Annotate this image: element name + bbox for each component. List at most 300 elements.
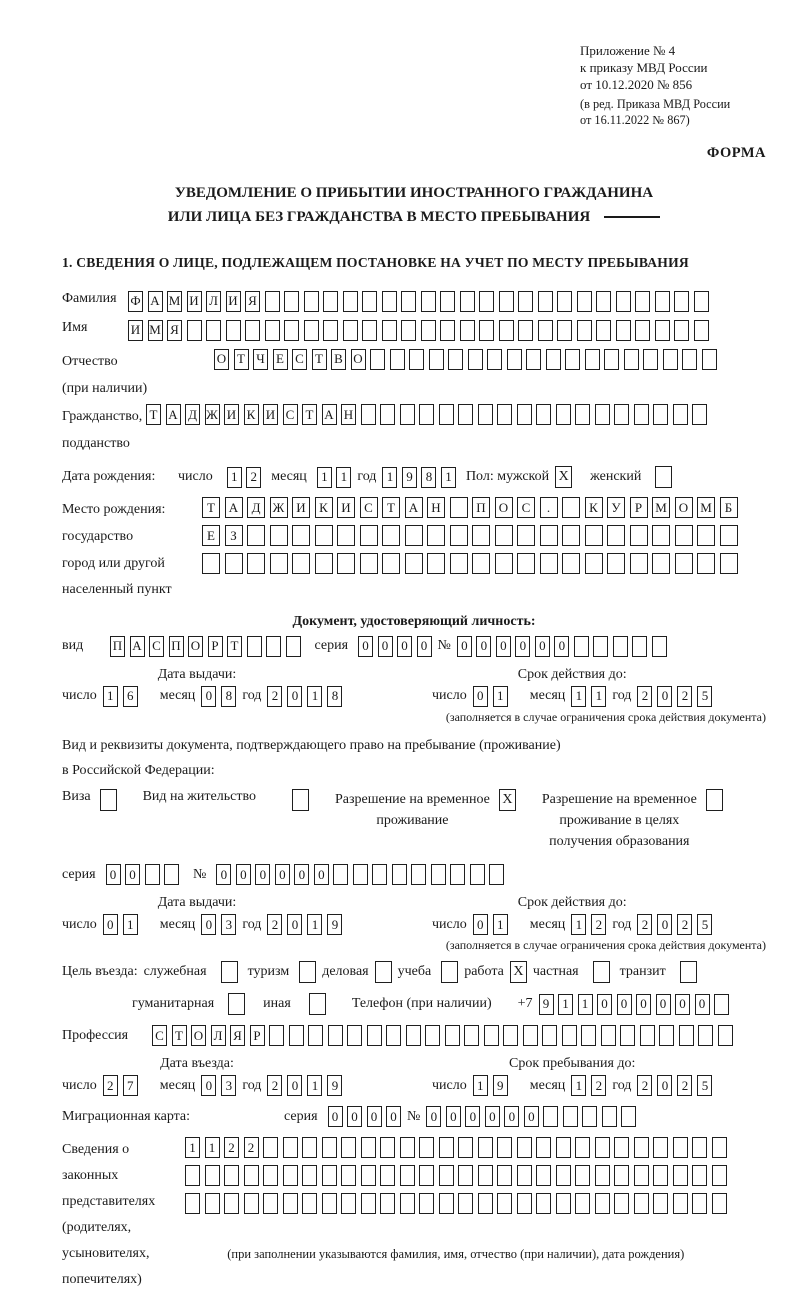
char-cell[interactable] [659,1025,674,1046]
char-cell[interactable]: 0 [347,1106,362,1127]
char-cell[interactable] [607,525,625,546]
char-cell[interactable] [595,1137,610,1158]
char-cell[interactable] [632,636,647,657]
char-cell[interactable] [697,553,715,574]
char-cell[interactable]: А [405,497,423,518]
char-cell[interactable]: 2 [637,686,652,707]
char-cell[interactable] [224,1193,239,1214]
char-cell[interactable] [292,525,310,546]
char-cell[interactable] [429,349,444,370]
char-cell[interactable] [585,553,603,574]
char-cell[interactable] [450,864,465,885]
char-cell[interactable]: 0 [426,1106,441,1127]
char-cell[interactable] [679,1025,694,1046]
char-cell[interactable] [390,349,405,370]
char-cell[interactable]: Р [250,1025,265,1046]
char-cell[interactable] [341,1165,356,1186]
visa-checkbox[interactable] [100,789,117,811]
char-cell[interactable]: 2 [637,914,652,935]
char-cell[interactable]: 2 [637,1075,652,1096]
purpose-transit-checkbox[interactable] [680,961,697,983]
char-cell[interactable] [333,864,348,885]
char-cell[interactable] [562,1025,577,1046]
char-cell[interactable] [538,291,553,312]
char-cell[interactable] [270,525,288,546]
char-cell[interactable] [616,320,631,341]
char-cell[interactable]: Я [230,1025,245,1046]
char-cell[interactable] [419,1137,434,1158]
char-cell[interactable] [361,404,376,425]
char-cell[interactable]: О [675,497,693,518]
char-cell[interactable] [652,553,670,574]
char-cell[interactable] [635,291,650,312]
char-cell[interactable] [427,553,445,574]
char-cell[interactable] [265,320,280,341]
char-cell[interactable]: 0 [473,914,488,935]
char-cell[interactable] [694,291,709,312]
char-cell[interactable]: А [130,636,145,657]
char-cell[interactable]: 0 [656,994,671,1015]
char-cell[interactable] [283,1165,298,1186]
char-cell[interactable]: 1 [493,686,508,707]
char-cell[interactable] [145,864,160,885]
char-cell[interactable] [247,636,262,657]
char-cell[interactable]: 0 [287,1075,302,1096]
char-cell[interactable] [370,349,385,370]
char-cell[interactable] [577,320,592,341]
char-cell[interactable] [565,349,580,370]
char-cell[interactable] [205,1193,220,1214]
char-cell[interactable] [634,1193,649,1214]
char-cell[interactable] [247,525,265,546]
char-cell[interactable]: О [351,349,366,370]
char-cell[interactable]: 0 [446,1106,461,1127]
char-cell[interactable] [343,291,358,312]
char-cell[interactable]: 5 [697,914,712,935]
char-cell[interactable]: 0 [496,636,511,657]
char-cell[interactable] [697,525,715,546]
char-cell[interactable] [556,1165,571,1186]
char-cell[interactable]: И [224,404,239,425]
char-cell[interactable] [322,1193,337,1214]
char-cell[interactable] [265,291,280,312]
char-cell[interactable] [575,1193,590,1214]
char-cell[interactable]: Р [630,497,648,518]
char-cell[interactable]: 0 [106,864,121,885]
char-cell[interactable]: 0 [617,994,632,1015]
char-cell[interactable] [247,553,265,574]
char-cell[interactable] [440,320,455,341]
sex-female-checkbox[interactable] [655,466,672,488]
char-cell[interactable]: К [585,497,603,518]
char-cell[interactable]: 9 [539,994,554,1015]
char-cell[interactable] [421,291,436,312]
char-cell[interactable] [362,291,377,312]
char-cell[interactable] [536,1193,551,1214]
char-cell[interactable] [322,1165,337,1186]
char-cell[interactable] [361,1165,376,1186]
char-cell[interactable]: 8 [221,686,236,707]
char-cell[interactable] [382,553,400,574]
char-cell[interactable] [315,553,333,574]
char-cell[interactable] [653,404,668,425]
char-cell[interactable] [495,525,513,546]
char-cell[interactable] [431,864,446,885]
char-cell[interactable] [634,1165,649,1186]
char-cell[interactable]: О [188,636,203,657]
char-cell[interactable]: Я [167,320,182,341]
char-cell[interactable]: С [517,497,535,518]
char-cell[interactable]: Ф [128,291,143,312]
char-cell[interactable] [419,404,434,425]
char-cell[interactable]: 0 [695,994,710,1015]
char-cell[interactable]: К [244,404,259,425]
char-cell[interactable] [328,1025,343,1046]
char-cell[interactable] [517,1165,532,1186]
char-cell[interactable]: 0 [504,1106,519,1127]
char-cell[interactable]: Т [172,1025,187,1046]
char-cell[interactable]: 0 [397,636,412,657]
char-cell[interactable] [315,525,333,546]
char-cell[interactable] [460,291,475,312]
char-cell[interactable]: У [607,497,625,518]
char-cell[interactable] [595,1165,610,1186]
char-cell[interactable] [540,553,558,574]
char-cell[interactable] [543,1106,558,1127]
purpose-private-checkbox[interactable] [593,961,610,983]
residence-permit-checkbox[interactable] [292,789,309,811]
char-cell[interactable] [439,1137,454,1158]
char-cell[interactable] [458,404,473,425]
char-cell[interactable] [536,1165,551,1186]
char-cell[interactable] [164,864,179,885]
char-cell[interactable] [614,1165,629,1186]
char-cell[interactable]: Т [234,349,249,370]
char-cell[interactable] [382,525,400,546]
char-cell[interactable] [341,1193,356,1214]
char-cell[interactable] [682,349,697,370]
char-cell[interactable] [614,404,629,425]
char-cell[interactable] [468,349,483,370]
char-cell[interactable] [392,864,407,885]
char-cell[interactable] [575,404,590,425]
char-cell[interactable]: 0 [201,1075,216,1096]
char-cell[interactable] [450,553,468,574]
char-cell[interactable]: 1 [307,914,322,935]
char-cell[interactable]: Т [146,404,161,425]
char-cell[interactable] [266,636,281,657]
char-cell[interactable] [205,1165,220,1186]
char-cell[interactable] [497,1137,512,1158]
char-cell[interactable] [302,1137,317,1158]
char-cell[interactable] [517,553,535,574]
char-cell[interactable] [458,1193,473,1214]
char-cell[interactable]: Т [227,636,242,657]
char-cell[interactable] [714,994,729,1015]
char-cell[interactable] [479,291,494,312]
char-cell[interactable]: 0 [535,636,550,657]
char-cell[interactable] [652,636,667,657]
char-cell[interactable] [556,1137,571,1158]
char-cell[interactable] [380,404,395,425]
char-cell[interactable] [427,525,445,546]
char-cell[interactable] [380,1165,395,1186]
char-cell[interactable] [458,1137,473,1158]
char-cell[interactable] [425,1025,440,1046]
char-cell[interactable]: 0 [287,914,302,935]
char-cell[interactable]: 0 [367,1106,382,1127]
char-cell[interactable] [556,404,571,425]
char-cell[interactable] [244,1193,259,1214]
char-cell[interactable] [673,1137,688,1158]
char-cell[interactable] [367,1025,382,1046]
char-cell[interactable]: 2 [246,467,261,488]
char-cell[interactable] [602,1106,617,1127]
char-cell[interactable]: 0 [675,994,690,1015]
char-cell[interactable] [478,1137,493,1158]
char-cell[interactable]: 0 [216,864,231,885]
char-cell[interactable] [643,349,658,370]
char-cell[interactable]: 9 [402,467,417,488]
char-cell[interactable]: 3 [221,914,236,935]
char-cell[interactable] [439,1193,454,1214]
char-cell[interactable] [460,320,475,341]
char-cell[interactable]: 2 [267,914,282,935]
char-cell[interactable]: З [225,525,243,546]
char-cell[interactable]: И [337,497,355,518]
char-cell[interactable]: Н [427,497,445,518]
char-cell[interactable] [655,291,670,312]
char-cell[interactable]: 5 [697,1075,712,1096]
char-cell[interactable] [400,1137,415,1158]
char-cell[interactable]: 0 [465,1106,480,1127]
char-cell[interactable] [585,525,603,546]
char-cell[interactable] [360,525,378,546]
char-cell[interactable] [517,1193,532,1214]
char-cell[interactable] [674,320,689,341]
char-cell[interactable] [478,404,493,425]
char-cell[interactable] [497,1193,512,1214]
char-cell[interactable] [712,1137,727,1158]
char-cell[interactable]: 0 [125,864,140,885]
char-cell[interactable] [478,1165,493,1186]
char-cell[interactable] [575,1165,590,1186]
char-cell[interactable]: Ч [253,349,268,370]
char-cell[interactable] [634,404,649,425]
char-cell[interactable] [497,404,512,425]
char-cell[interactable]: 1 [473,1075,488,1096]
char-cell[interactable]: О [214,349,229,370]
char-cell[interactable] [495,553,513,574]
char-cell[interactable]: 1 [578,994,593,1015]
char-cell[interactable]: Е [202,525,220,546]
char-cell[interactable]: Н [341,404,356,425]
char-cell[interactable]: А [225,497,243,518]
char-cell[interactable]: 1 [317,467,332,488]
char-cell[interactable] [542,1025,557,1046]
char-cell[interactable]: 0 [657,686,672,707]
char-cell[interactable] [439,404,454,425]
char-cell[interactable] [720,553,738,574]
char-cell[interactable]: 0 [636,994,651,1015]
char-cell[interactable]: О [495,497,513,518]
char-cell[interactable] [361,1193,376,1214]
char-cell[interactable]: А [148,291,163,312]
char-cell[interactable]: 0 [386,1106,401,1127]
purpose-study-checkbox[interactable] [441,961,458,983]
char-cell[interactable] [322,1137,337,1158]
char-cell[interactable] [289,1025,304,1046]
char-cell[interactable] [478,1193,493,1214]
char-cell[interactable] [712,1193,727,1214]
char-cell[interactable]: 2 [267,1075,282,1096]
char-cell[interactable] [702,349,717,370]
char-cell[interactable] [487,349,502,370]
purpose-official-checkbox[interactable] [221,961,238,983]
char-cell[interactable] [484,1025,499,1046]
char-cell[interactable]: П [472,497,490,518]
char-cell[interactable] [304,320,319,341]
char-cell[interactable] [202,553,220,574]
char-cell[interactable]: 9 [327,914,342,935]
char-cell[interactable] [470,864,485,885]
char-cell[interactable] [692,1165,707,1186]
char-cell[interactable] [596,291,611,312]
char-cell[interactable]: 0 [328,1106,343,1127]
char-cell[interactable] [538,320,553,341]
char-cell[interactable] [472,525,490,546]
char-cell[interactable]: С [152,1025,167,1046]
char-cell[interactable] [720,525,738,546]
char-cell[interactable] [536,1137,551,1158]
char-cell[interactable] [634,1137,649,1158]
char-cell[interactable]: П [169,636,184,657]
char-cell[interactable]: 0 [201,914,216,935]
char-cell[interactable] [630,525,648,546]
char-cell[interactable] [673,1193,688,1214]
char-cell[interactable] [401,320,416,341]
char-cell[interactable] [663,349,678,370]
char-cell[interactable] [698,1025,713,1046]
char-cell[interactable]: С [283,404,298,425]
char-cell[interactable]: 1 [571,686,586,707]
char-cell[interactable]: Б [720,497,738,518]
char-cell[interactable] [621,1106,636,1127]
char-cell[interactable] [304,291,319,312]
char-cell[interactable]: 2 [103,1075,118,1096]
char-cell[interactable] [187,320,202,341]
char-cell[interactable] [556,1193,571,1214]
char-cell[interactable]: И [187,291,202,312]
char-cell[interactable]: 2 [267,686,282,707]
char-cell[interactable]: Л [211,1025,226,1046]
char-cell[interactable] [675,553,693,574]
char-cell[interactable] [347,1025,362,1046]
char-cell[interactable] [607,553,625,574]
char-cell[interactable] [411,864,426,885]
purpose-tourism-checkbox[interactable] [299,961,316,983]
char-cell[interactable]: 1 [227,467,242,488]
edu-permit-checkbox[interactable] [706,789,723,811]
char-cell[interactable] [185,1193,200,1214]
char-cell[interactable]: Ж [205,404,220,425]
char-cell[interactable] [620,1025,635,1046]
char-cell[interactable] [614,1137,629,1158]
char-cell[interactable]: 0 [657,1075,672,1096]
char-cell[interactable]: 1 [307,686,322,707]
char-cell[interactable]: Т [312,349,327,370]
char-cell[interactable] [712,1165,727,1186]
char-cell[interactable] [557,320,572,341]
char-cell[interactable]: . [540,497,558,518]
char-cell[interactable] [341,1137,356,1158]
char-cell[interactable]: 0 [473,686,488,707]
char-cell[interactable]: М [652,497,670,518]
char-cell[interactable] [562,553,580,574]
char-cell[interactable]: 2 [591,914,606,935]
char-cell[interactable] [604,349,619,370]
char-cell[interactable] [337,525,355,546]
char-cell[interactable] [652,525,670,546]
char-cell[interactable] [245,320,260,341]
char-cell[interactable] [400,404,415,425]
char-cell[interactable]: 1 [123,914,138,935]
char-cell[interactable] [284,291,299,312]
char-cell[interactable] [503,1025,518,1046]
char-cell[interactable] [575,1137,590,1158]
char-cell[interactable]: Р [208,636,223,657]
char-cell[interactable] [372,864,387,885]
char-cell[interactable] [692,404,707,425]
char-cell[interactable] [518,291,533,312]
char-cell[interactable] [655,320,670,341]
char-cell[interactable]: 0 [201,686,216,707]
purpose-work-checkbox[interactable]: X [510,961,527,983]
char-cell[interactable]: 2 [224,1137,239,1158]
char-cell[interactable] [380,1137,395,1158]
char-cell[interactable] [361,1137,376,1158]
char-cell[interactable]: 1 [493,914,508,935]
char-cell[interactable] [185,1165,200,1186]
char-cell[interactable] [283,1137,298,1158]
char-cell[interactable] [206,320,221,341]
char-cell[interactable] [517,1137,532,1158]
char-cell[interactable] [343,320,358,341]
char-cell[interactable]: 0 [103,914,118,935]
char-cell[interactable]: Д [185,404,200,425]
char-cell[interactable] [596,320,611,341]
char-cell[interactable] [286,636,301,657]
char-cell[interactable] [419,1165,434,1186]
char-cell[interactable]: Е [273,349,288,370]
char-cell[interactable]: 0 [378,636,393,657]
char-cell[interactable] [630,553,648,574]
char-cell[interactable]: Т [202,497,220,518]
char-cell[interactable] [562,497,580,518]
char-cell[interactable]: 3 [221,1075,236,1096]
char-cell[interactable]: И [263,404,278,425]
char-cell[interactable]: Т [302,404,317,425]
char-cell[interactable] [360,553,378,574]
char-cell[interactable]: 1 [558,994,573,1015]
char-cell[interactable]: 0 [457,636,472,657]
char-cell[interactable]: 1 [382,467,397,488]
char-cell[interactable]: И [128,320,143,341]
char-cell[interactable]: 1 [307,1075,322,1096]
char-cell[interactable] [577,291,592,312]
char-cell[interactable]: 0 [524,1106,539,1127]
char-cell[interactable]: 0 [358,636,373,657]
